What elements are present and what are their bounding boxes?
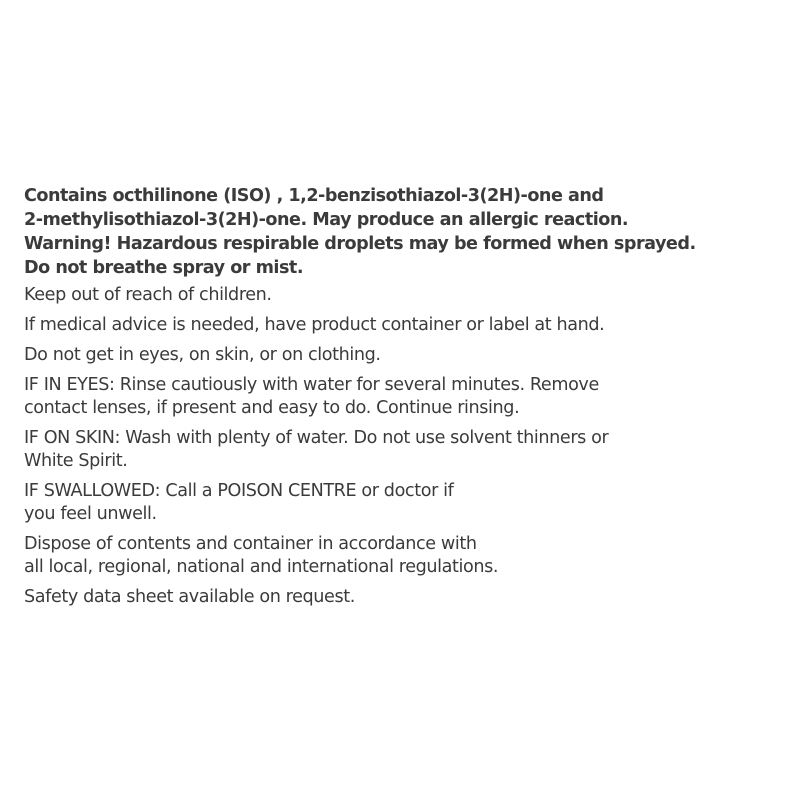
warning-line: Contains octhilinone (ISO) , 1,2-benzisothiazol-3(2H)-one and xyxy=(24,186,604,206)
statement-safety-data-sheet xyxy=(24,586,794,609)
warning-line: 2-methylisothiazol-3(2H)-one. May produce an allergic reaction. xyxy=(24,210,629,230)
statement-if-in-eyes xyxy=(24,374,794,420)
statement-keep-out-of-reach xyxy=(24,284,794,307)
statement-line: you feel unwell. xyxy=(24,504,157,524)
safety-label xyxy=(24,184,794,616)
statement-medical-advice xyxy=(24,314,794,337)
statement-line: contact lenses, if present and easy to do. Continue rinsing. xyxy=(24,398,520,418)
statement-line: IF IN EYES: Rinse cautiously with water for several minutes. Remove xyxy=(24,375,599,395)
statement-line: Keep out of reach of children. xyxy=(24,285,272,305)
hazard-warning xyxy=(24,184,794,280)
statement-if-swallowed xyxy=(24,480,794,526)
warning-line: Do not breathe spray or mist. xyxy=(24,258,304,278)
statement-if-on-skin xyxy=(24,427,794,473)
statement-line: IF ON SKIN: Wash with plenty of water. Do not use solvent thinners or xyxy=(24,428,609,448)
warning-line: Warning! Hazardous respirable droplets may be formed when sprayed. xyxy=(24,234,696,254)
statement-line: White Spirit. xyxy=(24,451,128,471)
statement-line: Safety data sheet available on request. xyxy=(24,587,355,607)
statement-line: all local, regional, national and international regulations. xyxy=(24,557,499,577)
statement-line: If medical advice is needed, have product container or label at hand. xyxy=(24,315,605,335)
statement-line: IF SWALLOWED: Call a POISON CENTRE or doctor if xyxy=(24,481,454,501)
statement-line: Dispose of contents and container in accordance with xyxy=(24,534,477,554)
statement-avoid-contact xyxy=(24,344,794,367)
statement-line: Do not get in eyes, on skin, or on clothing. xyxy=(24,345,381,365)
statement-disposal xyxy=(24,533,794,579)
